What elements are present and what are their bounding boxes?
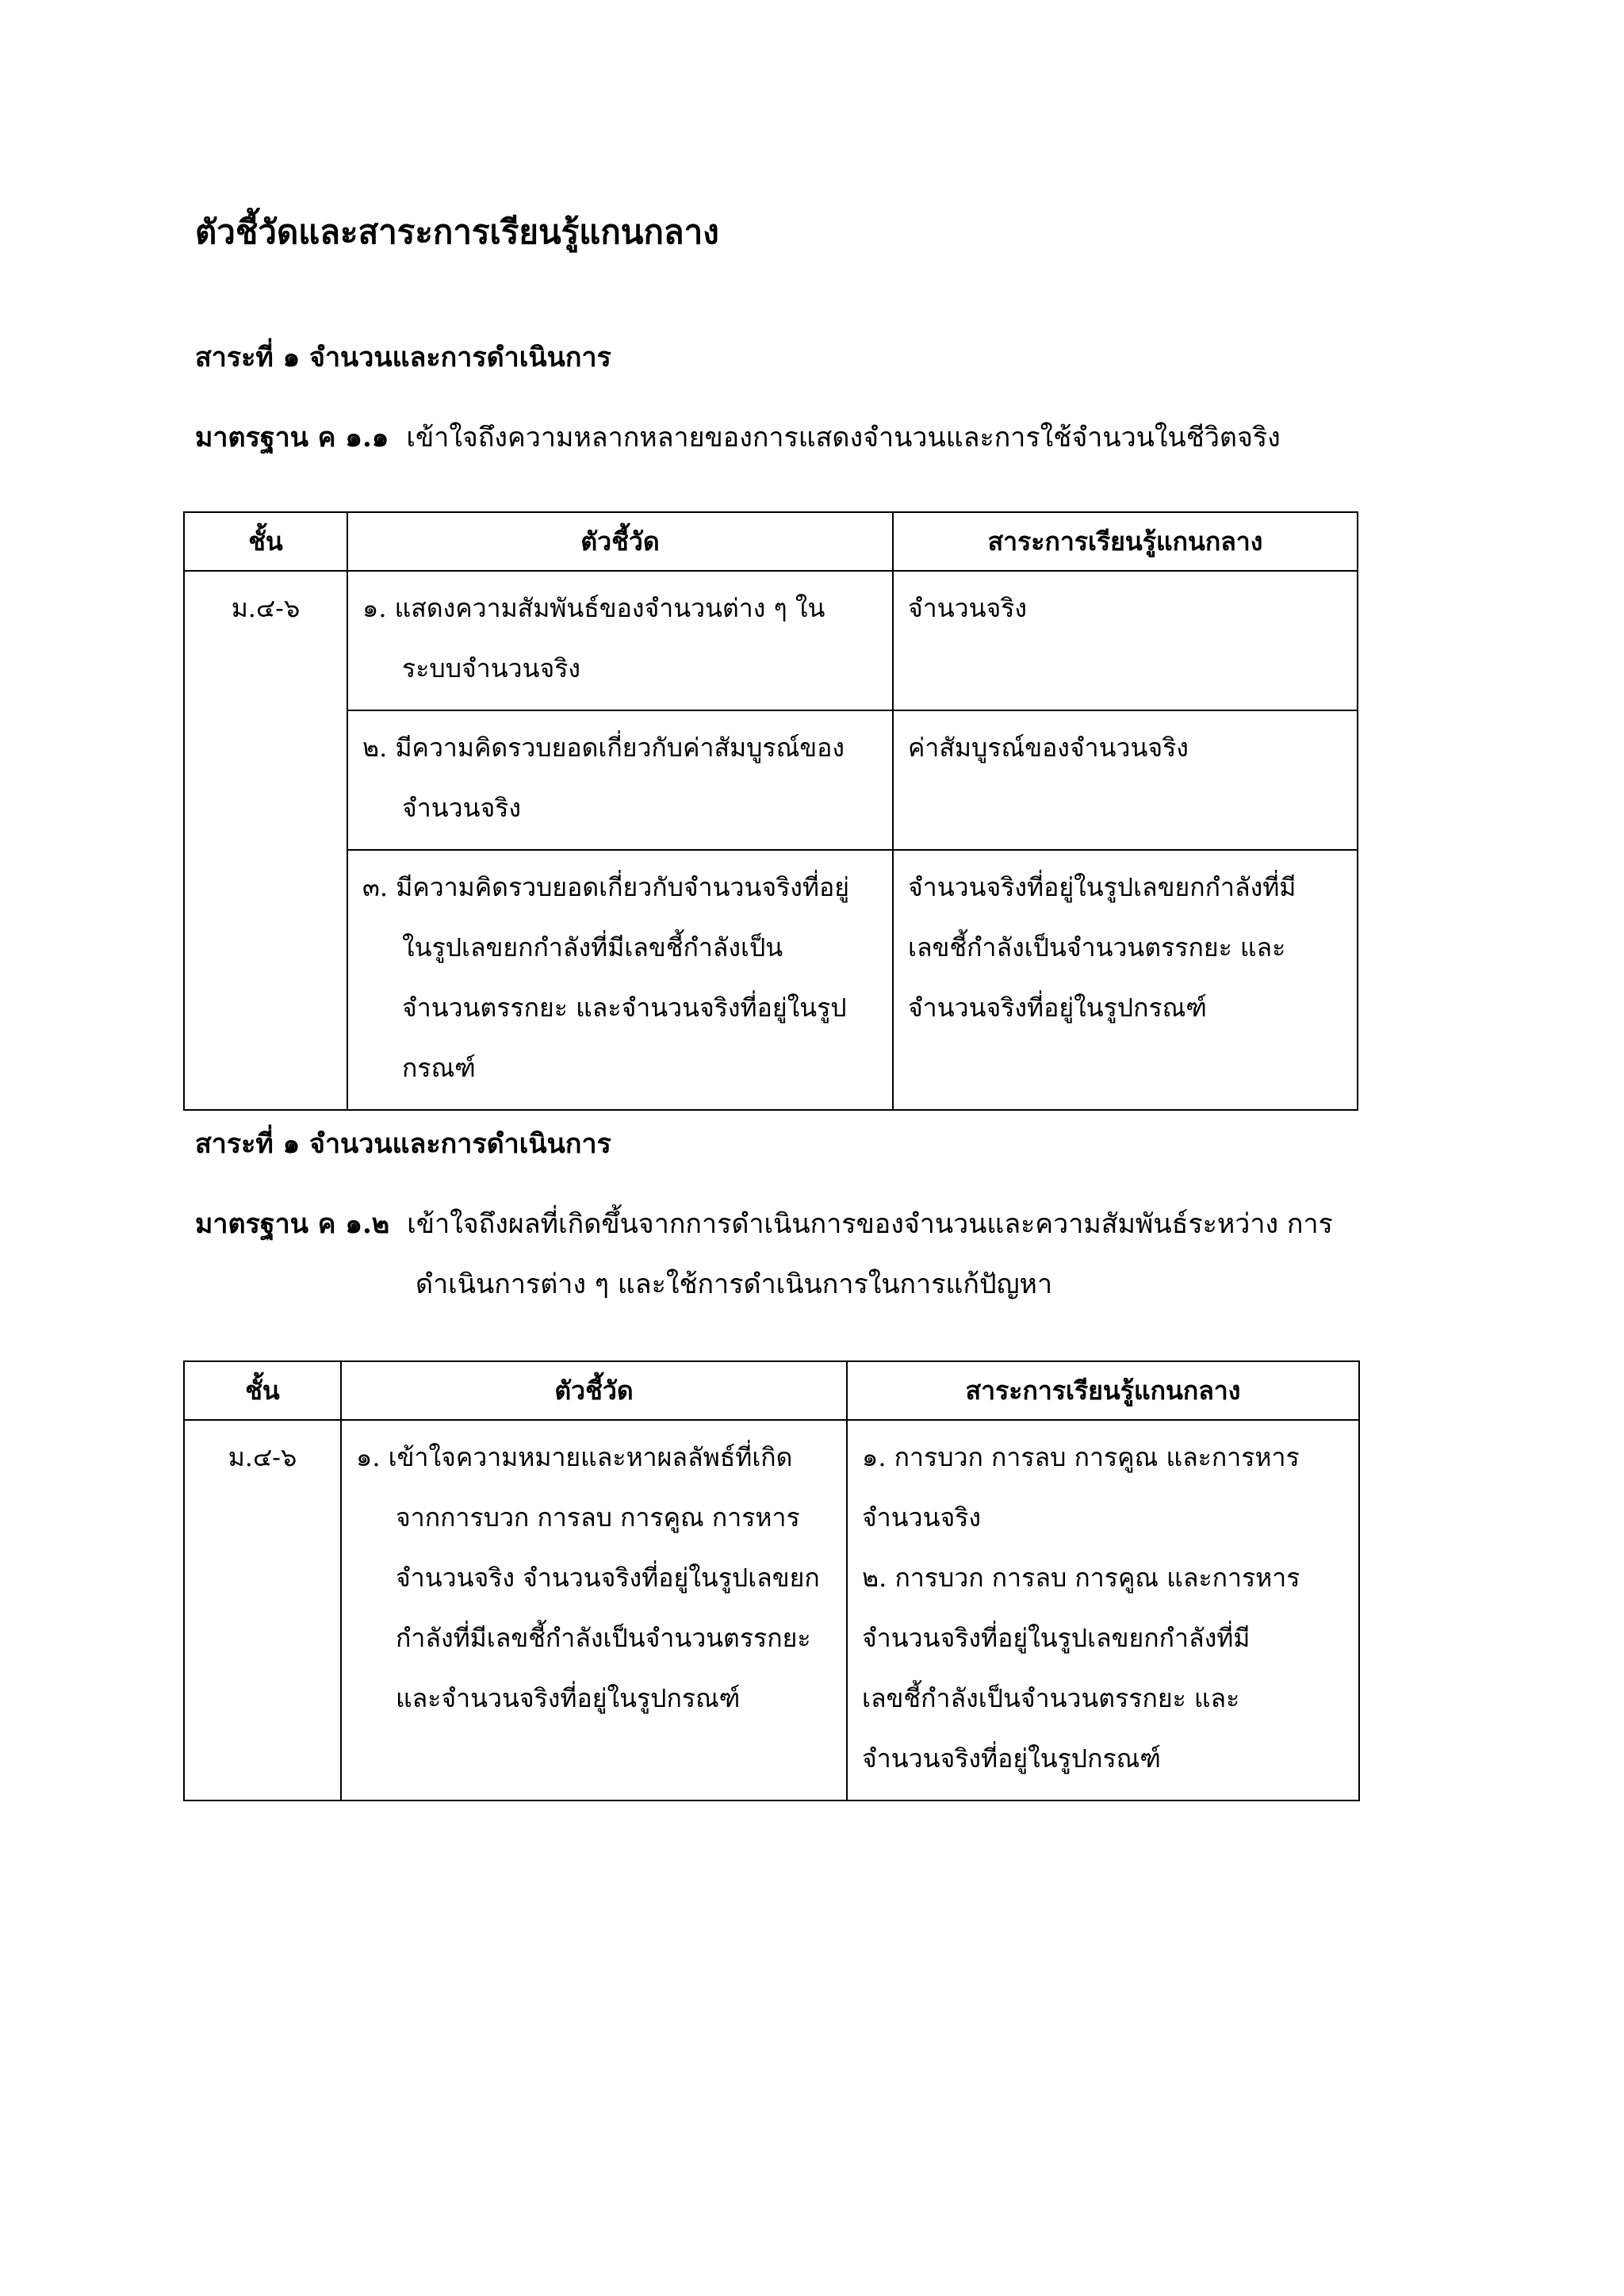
standard-statement: [195, 1194, 1333, 1314]
indicator-text: ๑. เข้าใจความหมายและหาผลลัพธ์ที่เกิดจากการบวก การลบ การคูณ การหารจำนวนจริง จำนวนจริงที่อยู่ในรูปเลขยกกำลังที่มีเลขชี้กำลังเป็นจำนวนตรรกยะ และจำนวนจริงที่อยู่ในรูปกรณฑ์: [356, 1442, 820, 1713]
header-indicator: ตัวชี้วัด: [341, 1361, 847, 1420]
level-cell: ม.๔-๖: [184, 1420, 341, 1800]
table-header-row: [184, 1361, 1359, 1420]
indicator-cell: [347, 850, 893, 1110]
table-row: [184, 571, 1358, 710]
indicator-table: [183, 511, 1358, 1111]
content-cell: จำนวนจริงที่อยู่ในรูปเลขยกกำลังที่มีเลขชี้กำลังเป็นจำนวนตรรกยะ และจำนวนจริงที่อยู่ในรูปกรณฑ์: [893, 850, 1358, 1110]
indicator-table: [183, 1360, 1360, 1801]
standard-text: เข้าใจถึงความหลากหลายของการแสดงจำนวนและการใช้จำนวนในชีวิตจริง: [406, 422, 1281, 453]
table-header-row: [184, 512, 1358, 571]
content-item-2: ๒. การบวก การลบ การคูณ และการหารจำนวนจริงที่อยู่ในรูปเลขยกกำลังที่มีเลขชี้กำลังเป็นจำนวนตรรกยะ และจำนวนจริงที่อยู่ในรูปกรณฑ์: [862, 1563, 1300, 1774]
indicator-cell: [341, 1420, 847, 1800]
content-cell: จำนวนจริง: [893, 571, 1358, 710]
indicator-text: ๓. มีความคิดรวบยอดเกี่ยวกับจำนวนจริงที่อยู่ในรูปเลขยกกำลังที่มีเลขชี้กำลังเป็นจำนวนตรรกยะ และจำนวนจริงที่อยู่ในรูปกรณฑ์: [362, 872, 849, 1083]
table-row: [184, 850, 1358, 1110]
content-cell: [847, 1420, 1359, 1800]
level-cell: ม.๔-๖: [184, 571, 347, 1110]
content-item-1: ๑. การบวก การลบ การคูณ และการหารจำนวนจริง: [862, 1442, 1300, 1533]
standard-text-line-2: ดำเนินการต่าง ๆ และใช้การดำเนินการในการแก้ปัญหา: [416, 1269, 1053, 1300]
page-title: ตัวชี้วัดและสาระการเรียนรู้แกนกลาง: [195, 212, 719, 251]
table-row: [184, 1420, 1359, 1800]
standard-label: มาตรฐาน ค ๑.๒: [195, 1208, 390, 1240]
strand-heading: สาระที่ ๑ จำนวนและการดำเนินการ: [195, 1128, 611, 1160]
table-row: [184, 710, 1358, 850]
standard-text-line-1: เข้าใจถึงผลที่เกิดขึ้นจากการดำเนินการของจำนวนและความสัมพันธ์ระหว่าง การ: [407, 1208, 1333, 1240]
indicator-cell: [347, 710, 893, 850]
header-indicator: ตัวชี้วัด: [347, 512, 893, 571]
header-content: สาระการเรียนรู้แกนกลาง: [847, 1361, 1359, 1420]
indicator-text: ๒. มีความคิดรวบยอดเกี่ยวกับค่าสัมบูรณ์ของจำนวนจริง: [362, 733, 845, 823]
header-content: สาระการเรียนรู้แกนกลาง: [893, 512, 1358, 571]
header-level: ชั้น: [184, 1361, 341, 1420]
standard-label: มาตรฐาน ค ๑.๑: [195, 422, 389, 453]
indicator-text: ๑. แสดงความสัมพันธ์ของจำนวนต่าง ๆ ในระบบจำนวนจริง: [362, 593, 825, 683]
indicator-cell: [347, 571, 893, 710]
standard-statement: [195, 408, 1281, 468]
content-cell: ค่าสัมบูรณ์ของจำนวนจริง: [893, 710, 1358, 850]
header-level: ชั้น: [184, 512, 347, 571]
strand-heading: สาระที่ ๑ จำนวนและการดำเนินการ: [195, 342, 611, 373]
